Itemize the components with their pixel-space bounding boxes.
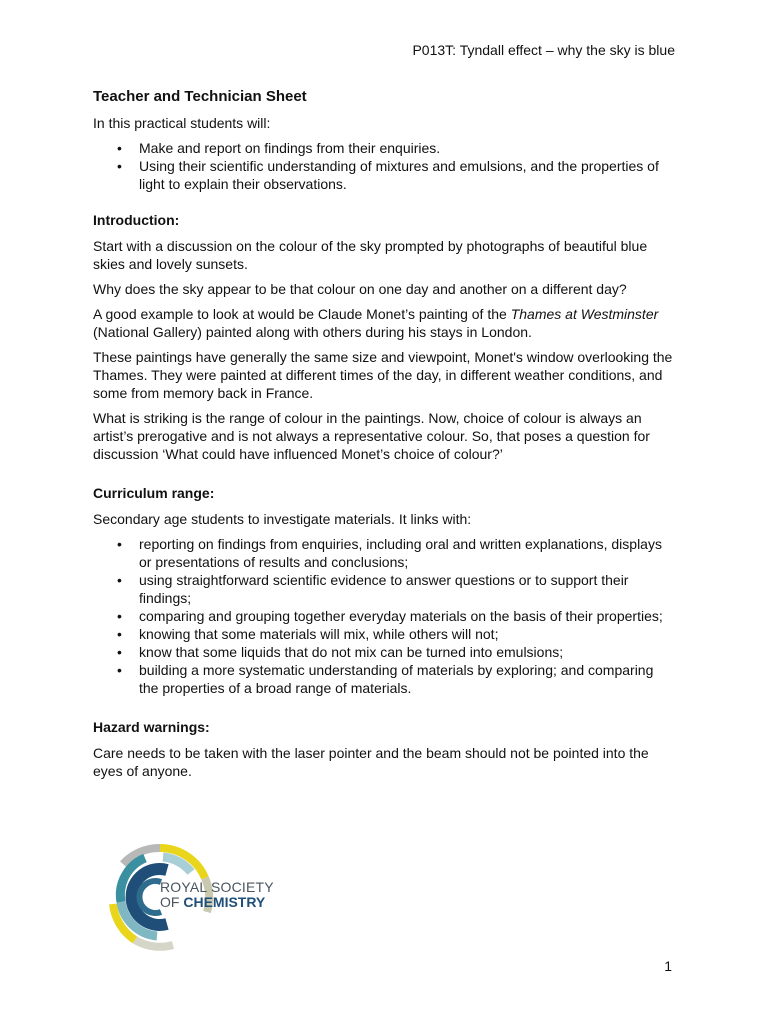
running-header: P013T: Tyndall effect – why the sky is blue [412,42,675,58]
list-item: • know that some liquids that do not mix can be turned into emulsions; [93,643,675,661]
objectives-list [93,139,675,193]
intro-paragraph-4: These paintings have generally the same size and viewpoint, Monet's window overlooking the Thames. They were painted at different times of the day, in different weather conditions, and some from memory back in France. [93,349,673,401]
list-item: • Using their scientific understanding of mixtures and emulsions, and the properties of light to explain their observations. [93,157,675,193]
rsc-logo [105,842,275,952]
hazard-heading: Hazard warnings: [93,719,210,735]
list-item: • comparing and grouping together everyday materials on the basis of their properties; [93,607,675,625]
introduction-heading: Introduction: [93,212,180,228]
intro-paragraph-2: Why does the sky appear to be that colour on one day and another on a different day? [93,281,627,297]
list-item: • reporting on findings from enquiries, including oral and written explanations, displays or presentations of results and conclusions; [93,535,675,571]
list-item: • Make and report on findings from their enquiries. [93,139,675,157]
hazard-text: Care needs to be taken with the laser pointer and the beam should not be pointed into the eyes of anyone. [93,745,649,779]
painting-title: Thames at Westminster [510,306,659,322]
document-body [93,88,675,787]
curriculum-lead: Secondary age students to investigate materials. It links with: [93,511,472,527]
list-item: • using straightforward scientific evidence to answer questions or to support their findings; [93,571,675,607]
page-number: 1 [664,958,672,974]
intro-lead: In this practical students will: [93,115,271,131]
list-item: • knowing that some materials will mix, while others will not; [93,625,675,643]
sheet-title: Teacher and Technician Sheet [93,88,307,105]
intro-paragraph-1: Start with a discussion on the colour of the sky prompted by photographs of beautiful blue skies and lovely sunsets. [93,238,648,272]
curriculum-list [93,535,675,697]
logo-line-1: ROYAL SOCIETY [160,879,274,895]
logo-line-2: OF CHEMISTRY [160,894,266,910]
curriculum-heading: Curriculum range: [93,485,215,501]
intro-paragraph-5: What is striking is the range of colour in the paintings. Now, choice of colour is always an artist’s prerogative and is not always a representative colour. So, that poses a question for discussion ‘What could have influenced Monet’s choice of colour?’ [93,410,650,462]
intro-paragraph-3: A good example to look at would be Claude Monet’s painting of the Thames at Westminster (National Gallery) painted along with others during his stays in London. [93,306,659,340]
rsc-logo-text [160,880,274,910]
list-item: • building a more systematic understanding of materials by exploring; and comparing the properties of a broad range of materials. [93,661,675,697]
